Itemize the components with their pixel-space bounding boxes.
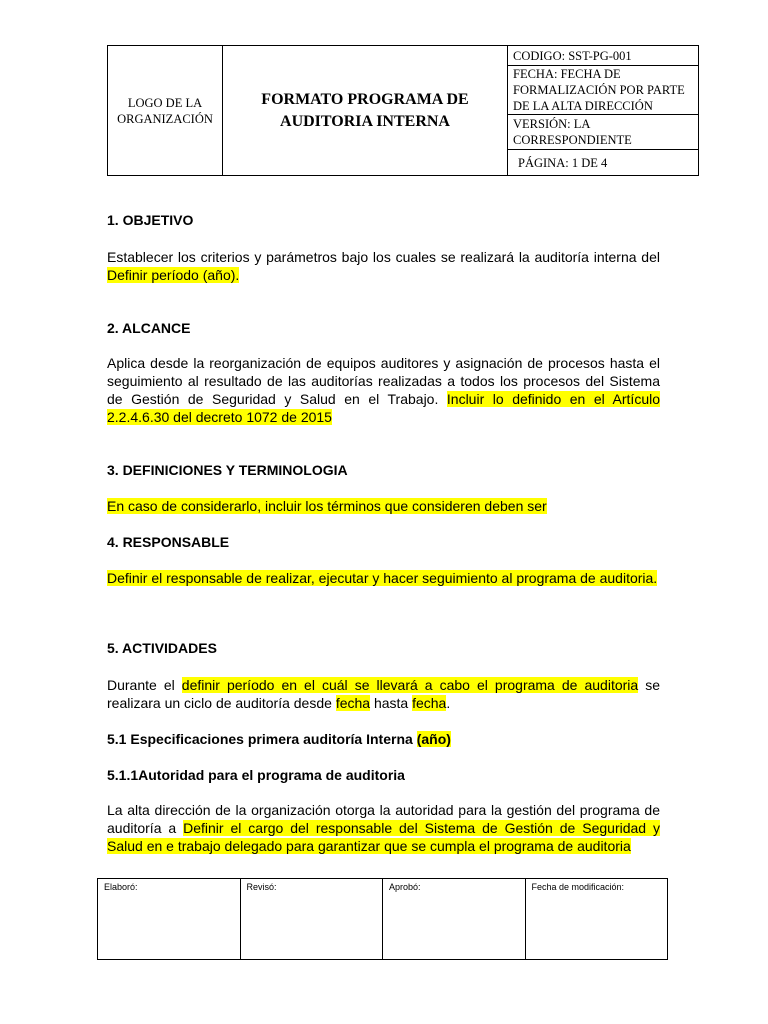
aprobo-cell bbox=[383, 879, 526, 960]
version-value: LA CORRESPONDIENTE bbox=[513, 117, 632, 147]
version-label: VERSIÓN: bbox=[513, 117, 574, 131]
fecha-cell bbox=[508, 66, 699, 115]
section-4-title: 4. RESPONSABLE bbox=[107, 534, 230, 550]
s5-highlight-fecha-end: fecha bbox=[412, 695, 447, 711]
fecha-modificacion-label: Fecha de modificación: bbox=[531, 882, 625, 892]
s5-text-a: Durante el bbox=[107, 677, 182, 693]
s3-highlight: En caso de considerarlo, incluir los términos que consideren deben ser bbox=[107, 498, 547, 514]
section-5-text bbox=[107, 676, 660, 712]
s511-text: La alta dirección de la organización otorga la autoridad para la gestión del programa de auditoría a bbox=[107, 802, 660, 836]
codigo: CODIGO: SST-PG-001 bbox=[513, 48, 632, 63]
header-table bbox=[107, 45, 699, 176]
section-1-title: 1. OBJETIVO bbox=[107, 212, 194, 228]
fecha-value: FECHA DE FORMALIZACIÓN POR PARTE DE LA ALTA DIRECCIÓN bbox=[513, 67, 685, 113]
section-5-title: 5. ACTIVIDADES bbox=[107, 640, 217, 656]
s5-text-d: . bbox=[446, 695, 451, 711]
s2-highlight: Incluir lo definido en el Artículo 2.2.4.6.30 del decreto 1072 de 2015 bbox=[107, 391, 660, 425]
fecha-modificacion-cell bbox=[525, 879, 668, 960]
s5-text-c: hasta bbox=[370, 695, 413, 711]
s5-highlight-fecha-start: fecha bbox=[335, 695, 371, 711]
section-3-title: 3. DEFINICIONES Y TERMINOLOGIA bbox=[107, 462, 348, 478]
reviso-cell bbox=[240, 879, 383, 960]
section-5-1-title bbox=[107, 730, 660, 748]
section-2-text bbox=[107, 354, 660, 426]
fecha-label: FECHA: bbox=[513, 67, 561, 81]
s51-title-highlight: (año) bbox=[416, 731, 451, 747]
version-cell bbox=[508, 115, 699, 150]
pagina-cell bbox=[508, 150, 699, 176]
elaboro-label: Elaboró: bbox=[104, 882, 138, 892]
s5-highlight-period: definir período en el cuál se llevará a cabo el programa de auditoria bbox=[181, 677, 639, 693]
s2-text: Aplica desde la reorganización de equipos auditores y asignación de procesos hasta el seguimiento al resultado de las auditorías realizadas a todos los procesos del Sistema de Gestión de Seguridad y Salud en el Trabajo. bbox=[107, 355, 660, 407]
s4-highlight: Definir el responsable de realizar, ejecutar y hacer seguimiento al programa de auditoria. bbox=[107, 570, 658, 586]
logo-placeholder: LOGO DE LA ORGANIZACIÓN bbox=[108, 46, 223, 176]
aprobo-label: Aprobó: bbox=[389, 882, 421, 892]
reviso-label: Revisó: bbox=[246, 882, 277, 892]
section-5-1-1-title: 5.1.1Autoridad para el programa de auditoria bbox=[107, 767, 405, 783]
s1-highlight: Definir período (año). bbox=[107, 267, 240, 283]
section-1-text bbox=[107, 248, 660, 284]
section-4-text bbox=[107, 569, 660, 587]
signature-table bbox=[97, 878, 668, 960]
elaboro-cell bbox=[98, 879, 241, 960]
s51-title: 5.1 Especificaciones primera auditoría Interna bbox=[107, 731, 417, 747]
s511-highlight: Definir el cargo del responsable del Sistema de Gestión de Seguridad y Salud en e trabajo delegado para garantizar que se cumpla el programa de auditoria bbox=[107, 820, 660, 854]
s5-text-b: se realizara un ciclo de auditoría desde bbox=[107, 677, 661, 711]
s1-text: Establecer los criterios y parámetros bajo los cuales se realizará la auditoría interna del bbox=[107, 249, 660, 265]
codigo-cell bbox=[508, 46, 699, 66]
pagina: PÁGINA: 1 DE 4 bbox=[518, 155, 608, 170]
section-5-1-1-text bbox=[107, 801, 660, 855]
section-2-title: 2. ALCANCE bbox=[107, 320, 191, 336]
document-title: FORMATO PROGRAMA DE AUDITORIA INTERNA bbox=[223, 46, 508, 176]
section-3-text bbox=[107, 497, 660, 515]
